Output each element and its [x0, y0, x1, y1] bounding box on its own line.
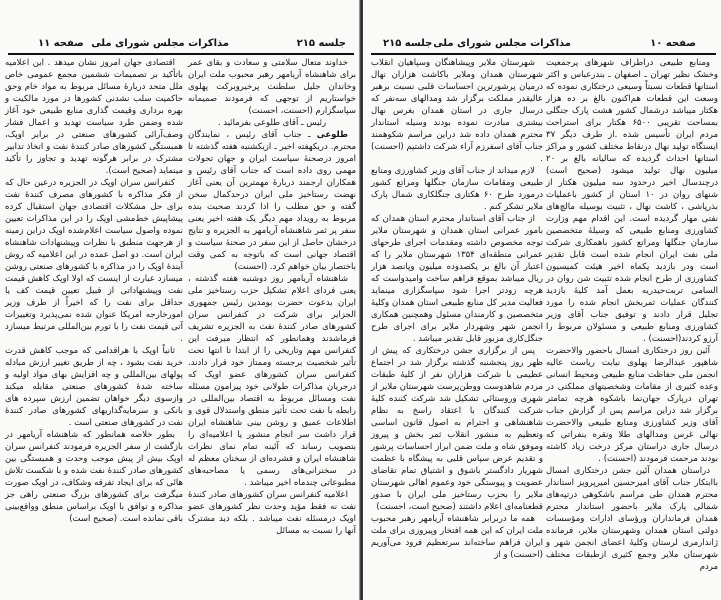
- paragraph: اعلامیه کنفرانس سران کشورهای صادر کنندهٔ نفت نه فقط مؤید وحدت نظر کشورهای عضو اوپک درمسئله نفت میباشد . بلکه دید مشترک آنها را نسبت به مسائل: [188, 490, 356, 536]
- speech-text: ـ جناب آقای رئیس ، نمایندگان محترم. دریکهفته اخیر ـ ازیکشنبه هفته گذشته تا امروز درصحنهٔ سیاست ایران و جهان تحولات مهمی روی داده است که جناب آقای رئیس و همکاران ارجمند دربارهٔ مهمترین آن یعنی آغاز نهضت رستاخیز ملی ایران درحدکمال سخن گفته و حق مطلب را ادا کردند صحبت بنده مربوط به رویداد مهم دیگر یک هفته اخیر یعنی سفر پر ثمر شاهنشاه آریامهر به الجزیره و نتایج درخشان حاصل از این سفر در صحنهٔ سیاست و اقتصاد جهانی است که باتوجه به کمی وقت باختصار بیان خواهم کرد. (احسنت): [188, 130, 356, 272]
- paragraph: ومنابع طبیعی دراطراف شهرهای پرجمعیت وخشک نظیر تهران ـ اصفهان ـ بندرعباس و اکثر استانها قطعات نسبتاً وسیعی درختکاری نموده که وسعت این قطعات هم‌اکنون بالغ بر ده هزار هکتار میباشد درشمال کشور هشت پارک جنگلی بمساحت تقریبی ۶۵۰۰ هکتار برای استراحت مردم ایران تأسیس شده .از طرف دیگر ۳۷ ایستگاه تولید نهال درنقاط مختلف کشور و مراکز استانها احداث گردیده که سالیانه بالغ بر ۲۰ میلیون نهال تولید میشود (صحیح است) درچندسال اخیر درحدود سه میلیون هکتار از شنهای روان در ۱۰ استان از کشور باعملیات بذرپاشی ، کاشت نهال ، تثبیت بوسیله مالچ‌های نفتی مهار گردیده است. این اقدام مهم وزارت کشاورزی ومنابع طبیعی که وسیلهٔ متخصصین سازمان جنگلها ومراتع کشور باهمکاری شرکت ملی نفت ایران انجام شده است قابل تقدیر است ودر بازدید یکماه اخیر هیئت کمیسیون کشاورزی از طرح انجام شده تثبیت شن روان در السامی تربت‌حیدریه بعمل آمد کلیهٔ بازدید کنندگان عملیات ثمربخش انجام شده را مورد تجلیل قرار دادند و توفیق جناب آقای وزیر کشاورزی ومنابع طبیعی و مسئولان مربوط را آرزو کردند(احسنت) .: [546, 58, 718, 344]
- speaker-call: رئیس ـ آقای طلوعی بفرمائید .: [217, 118, 327, 128]
- paragraph: بطور خلاصه همانطور که شاهنشاه آریامهر در بازگشت از سفر الجزیره فرمودند کنفرانس سران اوپک بیش از پیش موجب وحدت و همبستگی بین کشورهای صادر کنندهٔ نفت شده و با شکست تلاش هائی که برای ایجاد تفرقه وشکاف، در اوپک صورت میگرفت برای کشورهای بزرگ صنعتی راهی جز مذاکره و توافق با اوپک براساس منطق وواقع‌بینی باقی نمانده است. (صحیح است): [5, 430, 183, 524]
- paragraph: کنفرانس سران اوپک در الجزیره درعین حال که از فکر مذاکره با کشورهای مصرف کنندهٔ نفت برای حل مشکلات اقتصادی جهان استقبال کرده پیشاپیش خط‌مشی اوپک را در این مذاکرات تعیین نموده واصول سیاست اعلام‌شده اوپک دراین زمینه از هرجهت منطبق با نظرات وپیشنهادات شاهنشاه ایران است. دو اصل عمده در این اعلامیه که روش آیندهٔ اوپک را در مذاکره با کشورهای صنعتی روشن میسازد عبارت از اینست که اولا اوپک کاهش قیمت نفت وپیشنهاداتی از قبیل تعیین قیمت کف یا حداقل برای نفت را که اخیراً از طرف وزیر امورخارجه امریکا عنوان شده نمی‌پذیرد وتغییرات آتی قیمت نفت را با تورم بین‌المللی مرتبط میسازد .: [5, 178, 183, 344]
- paragraph: خداوند متعال سلامتی و سعادت و بقای عمر برای شاهنشاه آریامهر رهبر محبوب ملت ایران وخاندان جلیل سلطنت پرخیروبرکت پهلوی خواستاریم از توجهی که فرمودند صمیمانه سپاسگزارم (احسنت، احسنت): [188, 58, 356, 116]
- right-page: [363, 0, 721, 600]
- paragraph: شهرستان ملایر وپیشاهنگان وسپاهیان انقلاب شهرستان همدان وملایر باکاشت هزاران نهال درمیان پرشورترین احساسات قلبی نسبت برهبر عالیقدر مملکت برگزار شد ومدالهای سه‌نفر که درسال جاری در استان همدان بغرس نهال بیشتری مبادرت نموده بودند وسیله استاندار محترم همدان داده شد دراین مراسم شکوهمند جناب آقای اسفرزم آراء شرکت داشتیم (احسنت) .: [371, 58, 543, 164]
- session-number: جلسه ۲۱۵: [383, 38, 433, 49]
- page-header: [8, 38, 354, 52]
- left-page: [0, 0, 360, 600]
- paragraph: دراستان همدان آئین جشن درختکاری امسال باابتکار جناب آقای امیرحسین امیرپرویز استاندار محترم همدان طی مراسم باشکوهی درتپه‌های شمالی پارک ملایر باحضور استاندار محترم همدان فرمانداران ورؤسای ادارات ومؤسسات دولتی استان همدان وشهرستان ملایر، فرمانده ژاندارمری لرستان وکلیهٔ اعضای انجمن شهر و شهرستان ملایر وجمع کثیری ازطبقات مختلف مردم: [546, 466, 718, 572]
- page-number: صفحه ۱۰: [650, 38, 696, 49]
- header-rule: [371, 53, 716, 55]
- text-column: [546, 57, 718, 573]
- paragraph: پس از برگزاری جشن درختکاری که پیش از ظهر روز پنجشنبه گذشته برگزار شد در اجتماع عظیمی با شرکت هزاران نفر از کلیهٔ طبقات مردم شاهدوست ووطن‌پرست شهرستان ملایر از شهری وروستائی تشکیل شد شرکت کننده کلیهٔ شرکت کنندگان با اعتقاد راسخ به نظام شاهنشاهی و احترام به اصول قانون اساسی وتعظیم به منشور انقلاب ثمر بخش و پیروز وموفق شاه و ملت ضمن ابراز احساسات پرشور و تقدیم عرض سپاس قلبی به پیشگاه با عظمت شهریار دادگستر باشوق و اشتیاق تمام تقاضای عضویت و پیوستگی خود وعموم اهالی شهرستان ملایر را بحزب رستاخیز ملی ایران با صدور قطعنامه‌ای اعلام داشتند (صحیح است، احسنت): [371, 346, 543, 512]
- paragraph: آئین روز درختکاری امسال باحضور والاحضرت شاهپور عبدالرضا پهلوی نیابت ریاست عالیه انجمن ملی حفاظت منابع طبیعی ومحیط انسانی وعده کثیری از مقامات وشخصیتهای مملکتی در تهران درپارک جهان‌نما باشکوه هرچه تمامتر برگزار شد دراین مراسم پس از گزارش جناب آقای وزیر کشاورزی ومنابع طبیعی والاحضرت نهالی غرس ومدالهای طلا ونقره بنفراتی که درسال جاری دراستان مرکز درخت زیاد کاشته بودند مرحمت فرمودند (احسنت) .: [546, 346, 718, 464]
- paragraph: همه ما دربرابر شاهنشاه آریامهر رهبر محبوب ملت ایران که این همه افتخار وپیروزی برای ملت ایران فراهم ساخته‌اند سرتعظیم فرود می‌آوریم (احسنت) و از: [371, 514, 543, 560]
- paragraph: شاهنشاه آریامهر روز دوشنبه هفته گذشته ، یعنی فردای اعلام تشکیل حزب رستاخیز ملی ایران بدعوت حضرت بومدین رئیس جمهوری الجزایر برای شرکت در کنفرانس سران کشورهای صادر کنندهٔ نفت به الجزیره تشریف فرماشدند وهمانطور که انتظار میرفت این کنفرانس مهم وتاریخی را از ابتدا تا انتها تحت تأثیر شخصیت برجسته وممتاز خود قرار دادند. کنفرانس سران کشورهای عضو اوپک که درجریان مذاکرات طولانی خود پیرامون مسئله نفت ومسائل مربوط به اقتصاد بین‌المللی در رابطه با نفت تحت تأثیر منطق واستدلال قوی و اطلاعات عمیق و روشن بینی شاهنشاه ایران قرار داشت سر انجام منشور یا اعلامیه‌ای را بتصویب رساند که آئینه تمام نمای نظرات شاهنشاه ایران و فشرده‌ای از سخنان معظم له در سخنرانی‌های رسمی یا مصاحبه‌های مطبوعاتی چندماه اخیر میباشد .: [188, 274, 356, 488]
- speech-paragraph: [188, 129, 356, 273]
- text-column: [371, 57, 543, 561]
- paragraph: اقتصادی جهان امروز نشان میدهد . این اعلامیه باتأکید بر تصمیمات ششمین مجمع عمومی خاص ملل متحد دربارهٔ مسائل مربوط به مواد خام وحق حاکمیت سلب نشدنی کشورها در مورد مالکیت و بهره برداری وقیمت گذاری منابع طبیعی خود آغاز شده وضمن طرد سیاست تهدید و اعمال فشار وصف‌آرائی کشورهای صنعتی در برابر اوپک، همبستگی کشورهای صادر کنندهٔ نفت و اتخاذ تدابیر مشترک در برابر هرگونه تهدید و تجاوز را تأکید مینماید (صحیح است).: [5, 58, 183, 176]
- session-number: جلسه ۲۱۵: [296, 38, 346, 49]
- header-rule: [8, 53, 354, 55]
- paragraph: لازم میداند از جناب آقای وزیر کشاورزی ومنابع طبیعی ومقامات سازمان جنگلها ومراتع کشور درمورد طرح ۶۰ هکتاری جنگلکاری شمال پارک ملایر تشکر کنم .: [371, 166, 543, 212]
- speaker-name: طلوعی: [316, 130, 348, 140]
- page-header: [371, 38, 716, 52]
- paragraph: ثانیاً اوپک با هراقدامی که موجب کاهش قدرت خرید نفت بشود ، چه از طریق تغییر ارزش مبادله پولهای بین‌المللی و چه افزایش بهای مواد اولیه و ساخته شدهٔ کشورهای صنعتی مقابله میکند وازسوی دیگر خواهان تضمین ارزش سپرده های بانکی و سرمایه‌گذاریهای کشورهای صادر کنندهٔ نفت در کشورهای صنعتی است .: [5, 346, 183, 428]
- paragraph: از جناب آقای استاندار محترم استان همدان که بامور عمرانی استان همدان و شهرستان ملایر توجه مخصوص داشته ومقدمات اجرای طرحهای عمرانی منطقه‌ای ۱۳۵۴ شهرستان ملایر را که اعتبار آن بالغ بر یکصدوده میلیون وپانصد هزار ریال میباشد بموقع فراهم ساخت وامیدواست که هرچه زودتر اجرا شود سپاسگزاری مینماید فعالیت مدیر کل منابع طبیعی استان همدان وکلیهٔ متخصصین و کارمندان مسئول وهمچنین همکاری انجمن شهر وشهردار ملایر برای اجرای طرح جنگل‌کاری مزبور قابل تقدیر میباشد .: [371, 214, 543, 344]
- text-column: [188, 57, 356, 537]
- publication-title: مذاکرات مجلس شورای ملی: [91, 38, 229, 49]
- page-number: صفحه ۱۱: [38, 38, 84, 49]
- text-column: [5, 57, 183, 525]
- publication-title: مذاکرات مجلس شورای ملی: [433, 38, 571, 49]
